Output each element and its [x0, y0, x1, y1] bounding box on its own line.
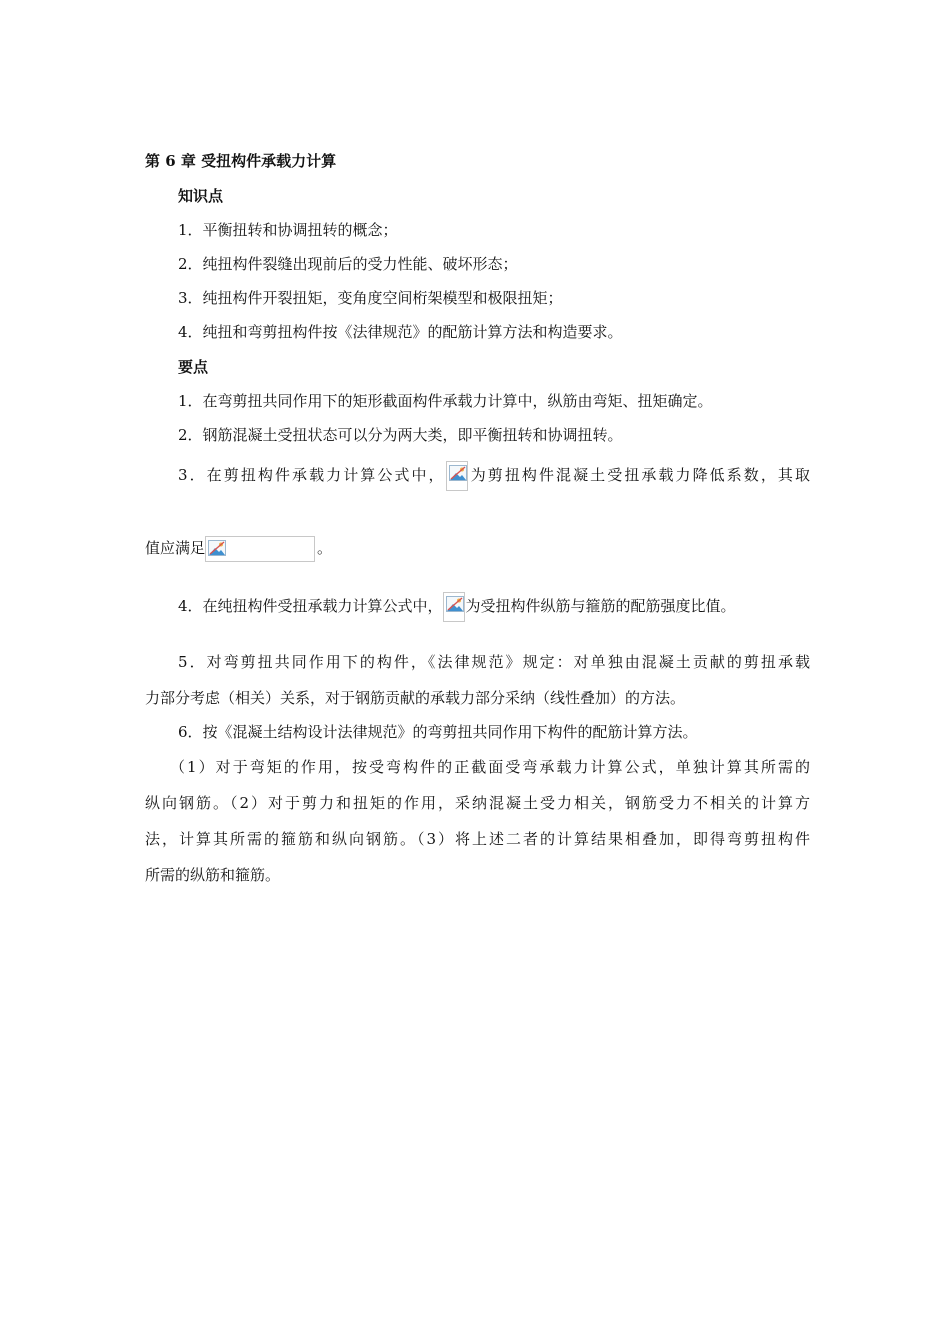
broken-image-icon — [205, 536, 315, 562]
broken-image-icon — [446, 461, 468, 491]
keypoint-7-line-1: （1）对于弯矩的作用，按受弯构件的正截面受弯承载力计算公式，单独计算其所需的 — [170, 758, 810, 776]
knowledge-heading: 知识点 — [178, 187, 224, 205]
keypoint-3-text-before: 3．在剪扭构件承载力计算公式中， — [178, 466, 446, 484]
keypoint-6: 6．按《混凝土结构设计法律规范》的弯剪扭共同作用下构件的配筋计算方法。 — [178, 723, 698, 741]
keypoints-heading: 要点 — [178, 358, 209, 376]
keypoint-4-text-after: 为受扭构件纵筋与箍筋的配筋强度比值。 — [465, 597, 736, 615]
keypoint-3-text-after: 为剪扭构件混凝土受扭承载力降低系数，其取 — [468, 466, 810, 484]
image-placeholder-icon — [449, 465, 467, 481]
knowledge-item-4: 4．纯扭和弯剪扭构件按《法律规范》的配筋计算方法和构造要求。 — [178, 323, 623, 341]
broken-image-icon — [443, 592, 465, 622]
keypoint-4-text-before: 4．在纯扭构件受扭承载力计算公式中， — [178, 597, 443, 615]
knowledge-item-3: 3．纯扭构件开裂扭矩，变角度空间桁架模型和极限扭矩； — [178, 289, 563, 307]
keypoint-4 — [178, 592, 810, 622]
keypoint-3 — [178, 461, 810, 491]
keypoint-3-line-2-before: 值应满足 — [145, 539, 206, 557]
keypoint-7-line-2: 纵向钢筋。（2）对于剪力和扭矩的作用，采纳混凝土受力相关，钢筋受力不相关的计算方 — [145, 794, 810, 812]
image-placeholder-icon — [446, 596, 464, 612]
knowledge-item-2: 2．纯扭构件裂缝出现前后的受力性能、破坏形态； — [178, 255, 518, 273]
keypoint-7-line-4: 所需的纵筋和箍筋。 — [145, 866, 281, 884]
keypoint-5-line-2: 力部分考虑（相关）关系，对于钢筋贡献的承载力部分采纳（线性叠加）的方法。 — [145, 689, 686, 707]
keypoint-3-line-2-after: 。 — [317, 539, 333, 557]
keypoint-2: 2．钢筋混凝土受扭状态可以分为两大类，即平衡扭转和协调扭转。 — [178, 426, 623, 444]
keypoint-3-line-2 — [145, 536, 810, 562]
keypoint-7-line-3: 法，计算其所需的箍筋和纵向钢筋。（3）将上述二者的计算结果相叠加，即得弯剪扭构件 — [145, 830, 810, 848]
keypoint-1: 1．在弯剪扭共同作用下的矩形截面构件承载力计算中，纵筋由弯矩、扭矩确定。 — [178, 392, 713, 410]
knowledge-item-1: 1．平衡扭转和协调扭转的概念； — [178, 221, 398, 239]
keypoint-5-line-1: 5．对弯剪扭共同作用下的构件，《法律规范》规定：对单独由混凝土贡献的剪扭承载 — [178, 653, 810, 671]
chapter-title: 第 6 章 受扭构件承载力计算 — [145, 152, 337, 170]
image-placeholder-icon — [208, 540, 226, 556]
